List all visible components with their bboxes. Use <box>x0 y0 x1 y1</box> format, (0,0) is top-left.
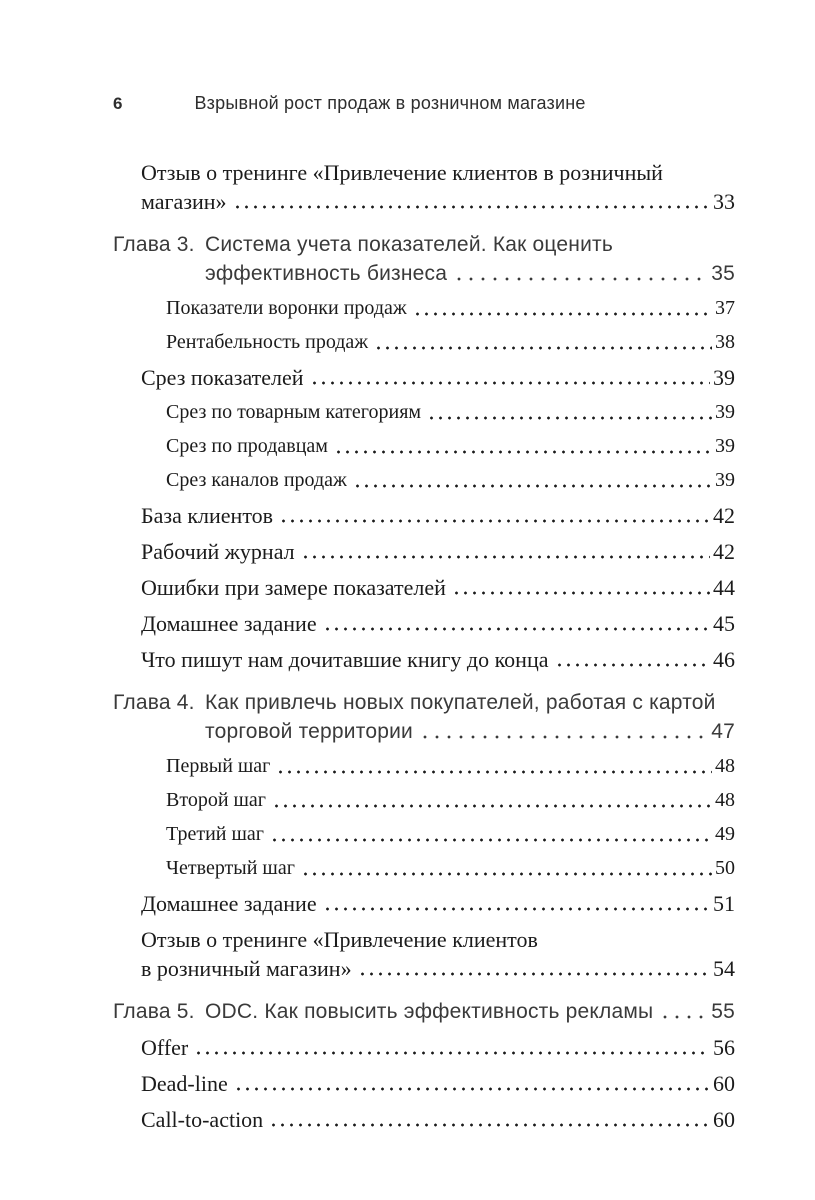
toc-entry-page-ref: 55 <box>711 1000 735 1023</box>
toc-entry <box>166 787 735 814</box>
dot-leader <box>194 1051 710 1055</box>
dot-leader <box>353 484 712 488</box>
toc-entry-title-lead: Как привлечь новых покупателей, работая с картой <box>205 691 716 714</box>
toc-entry-page-ref: 39 <box>713 365 735 390</box>
toc-entry-title: Что пишут нам дочитавшие книгу до конца <box>141 647 549 672</box>
dot-leader <box>427 416 712 420</box>
page-number: 6 <box>113 94 123 113</box>
toc-entry-title: База клиентов <box>141 503 274 528</box>
dot-leader <box>279 519 710 523</box>
dot-leader <box>334 450 712 454</box>
toc-entry-title: Ошибки при замере показателей <box>141 575 446 600</box>
toc-entry-row <box>141 889 735 918</box>
dot-leader <box>413 312 712 316</box>
dot-leader <box>453 277 708 281</box>
toc-entry-row <box>141 537 735 566</box>
toc-entry-title: Срез по товарным категориям <box>166 401 422 423</box>
toc-entry-row <box>141 1033 735 1062</box>
toc-entry-row <box>141 609 735 638</box>
toc-entry-page-ref: 60 <box>713 1107 735 1132</box>
toc-entry <box>141 609 735 638</box>
toc-entry-page-ref: 39 <box>715 469 735 491</box>
toc-entry <box>141 537 735 566</box>
toc-entry-title-lead: Система учета показателей. Как оценить <box>205 233 613 256</box>
toc-entry-row <box>166 787 735 814</box>
chapter-body <box>205 997 735 1026</box>
toc-entry-row <box>205 997 735 1026</box>
toc-entry-page-ref: 42 <box>713 503 735 528</box>
dot-leader <box>452 591 710 595</box>
toc-entry-title: Рабочий журнал <box>141 539 295 564</box>
toc-entry-title: Call-to-action <box>141 1107 264 1132</box>
chapter-label: Глава 5. <box>113 1000 195 1023</box>
toc-entry-title: в розничный магазин» <box>141 956 352 981</box>
chapter-label: Глава 4. <box>113 691 195 714</box>
toc-entry-page-ref: 38 <box>715 331 735 353</box>
toc-entry-page-ref: 35 <box>711 262 735 285</box>
toc-entry-row <box>166 467 735 494</box>
running-title: Взрывной рост продаж в розничном магазине <box>194 93 586 113</box>
toc-entry <box>141 645 735 674</box>
toc-entry-page-ref: 48 <box>715 789 735 811</box>
toc-entry-title: Четвертый шаг <box>166 857 295 879</box>
dot-leader <box>323 627 710 631</box>
toc-entry <box>141 1033 735 1062</box>
toc-entry-title: Первый шаг <box>166 755 271 777</box>
toc-entry-page-ref: 37 <box>715 297 735 319</box>
toc-entry-row <box>141 363 735 392</box>
toc-entry-row <box>141 954 735 983</box>
toc-entry <box>141 1069 735 1098</box>
toc-entry-row <box>166 753 735 780</box>
toc-list <box>113 158 735 1134</box>
toc-entry <box>166 467 735 494</box>
toc-entry-row <box>166 329 735 356</box>
chapter-body <box>205 230 735 288</box>
toc-entry-row <box>205 717 735 746</box>
toc-entry-page-ref: 47 <box>711 720 735 743</box>
toc-entry-title: Dead-line <box>141 1071 228 1096</box>
toc-entry-page-ref: 48 <box>715 755 735 777</box>
running-header <box>113 93 735 114</box>
toc-entry <box>166 855 735 882</box>
toc-entry-row <box>166 295 735 322</box>
dot-leader <box>659 1015 708 1019</box>
dot-leader <box>310 381 710 385</box>
toc-entry-row <box>166 399 735 426</box>
toc-entry-title: Второй шаг <box>166 789 266 811</box>
dot-leader <box>419 735 708 739</box>
dot-leader <box>374 346 712 350</box>
toc-entry-row <box>166 855 735 882</box>
toc-chapter-entry <box>113 688 735 746</box>
toc-entry <box>166 821 735 848</box>
toc-entry-title: Рентабельность продаж <box>166 331 369 353</box>
dot-leader <box>269 1123 710 1127</box>
toc-entry <box>141 889 735 918</box>
toc-entry-page-ref: 39 <box>715 435 735 457</box>
dot-leader <box>272 804 712 808</box>
toc-entry-title: магазин» <box>141 189 227 214</box>
toc-entry-title: Домашнее задание <box>141 611 317 636</box>
toc-entry-title: Offer <box>141 1035 189 1060</box>
toc-entry-page-ref: 51 <box>713 891 735 916</box>
toc-entry-title: ODC. Как повысить эффективность рекламы <box>205 1000 654 1023</box>
toc-entry-page-ref: 60 <box>713 1071 735 1096</box>
toc-entry-page-ref: 56 <box>713 1035 735 1060</box>
dot-leader <box>234 1087 710 1091</box>
toc-entry <box>141 1105 735 1134</box>
toc-chapter-entry <box>113 997 735 1026</box>
toc-entry-row <box>141 645 735 674</box>
dot-leader <box>555 663 711 667</box>
toc-entry-page-ref: 49 <box>715 823 735 845</box>
toc-entry-page-ref: 46 <box>713 647 735 672</box>
dot-leader <box>358 972 710 976</box>
chapter-label: Глава 3. <box>113 233 195 256</box>
toc-entry-title-lead: Отзыв о тренинге «Привлечение клиентов <box>141 927 538 952</box>
toc-entry-title-lead: Отзыв о тренинге «Привлечение клиентов в розничный <box>141 160 663 185</box>
toc-entry-title: Домашнее задание <box>141 891 317 916</box>
toc-entry-row <box>141 501 735 530</box>
chapter-body <box>205 688 735 746</box>
toc-entry-page-ref: 44 <box>713 575 735 600</box>
toc-entry <box>141 925 735 983</box>
dot-leader <box>323 907 710 911</box>
toc-entry <box>166 753 735 780</box>
dot-leader <box>233 205 710 209</box>
toc-entry <box>166 329 735 356</box>
toc-entry-row <box>141 1105 735 1134</box>
dot-leader <box>301 555 710 559</box>
toc-entry <box>141 158 735 216</box>
toc-entry-row <box>166 821 735 848</box>
toc-entry-page-ref: 54 <box>713 956 735 981</box>
toc-entry-title: Третий шаг <box>166 823 264 845</box>
toc-entry-title: Срез каналов продаж <box>166 469 347 491</box>
dot-leader <box>276 770 712 774</box>
toc-entry-title: Показатели воронки продаж <box>166 297 407 319</box>
toc-entry-page-ref: 50 <box>715 857 735 879</box>
dot-leader <box>301 872 712 876</box>
toc-entry <box>141 501 735 530</box>
toc-entry-page-ref: 42 <box>713 539 735 564</box>
toc-entry-row <box>141 187 735 216</box>
toc-entry-title: эффективность бизнеса <box>205 262 448 285</box>
toc-entry-row <box>141 1069 735 1098</box>
toc-entry-row <box>141 573 735 602</box>
toc-chapter-entry <box>113 230 735 288</box>
toc-entry-page-ref: 45 <box>713 611 735 636</box>
toc-entry <box>141 573 735 602</box>
toc-entry-page-ref: 39 <box>715 401 735 423</box>
toc-entry-title: торговой территории <box>205 720 413 743</box>
toc-entry <box>166 433 735 460</box>
toc-entry <box>166 295 735 322</box>
dot-leader <box>270 838 712 842</box>
toc-entry-title: Срез по продавцам <box>166 435 328 457</box>
toc-entry-row <box>166 433 735 460</box>
toc-entry <box>141 363 735 392</box>
toc-entry-page-ref: 33 <box>713 189 735 214</box>
toc-entry <box>166 399 735 426</box>
toc-entry-title: Срез показателей <box>141 365 304 390</box>
toc-entry-row <box>205 259 735 288</box>
